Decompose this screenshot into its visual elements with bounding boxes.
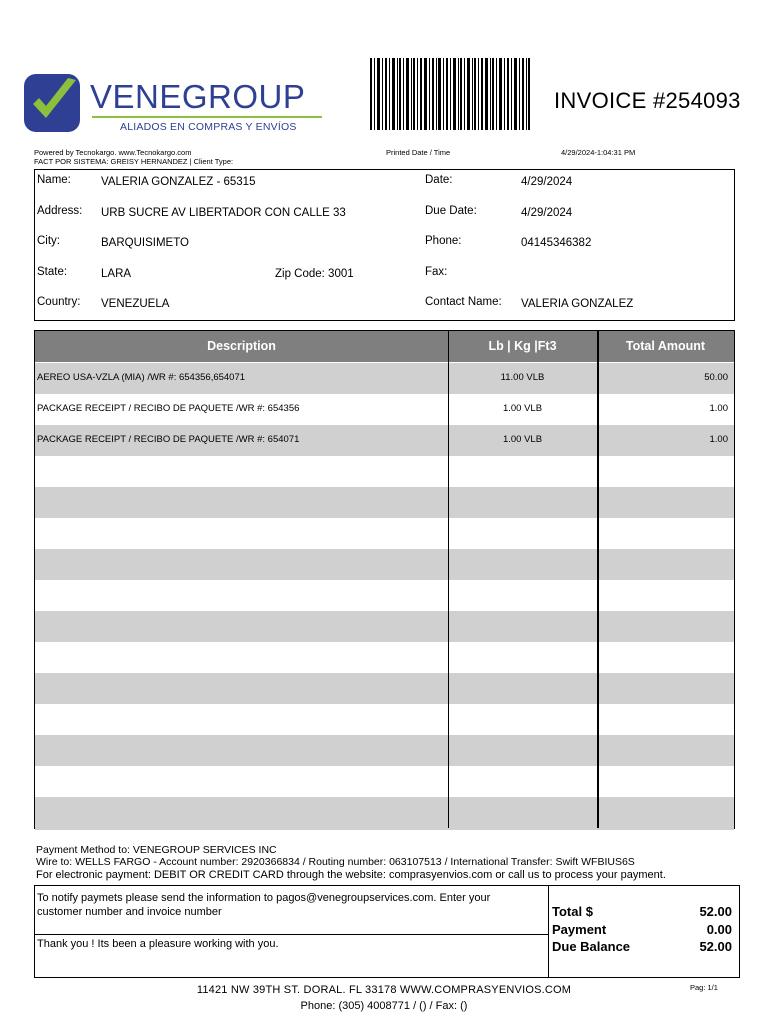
phone-value: 04145346382 [521,237,592,249]
notes-divider [35,934,549,935]
due-date-label: Due Date: [425,205,477,217]
client-info-box [34,169,735,321]
date-value: 4/29/2024 [521,176,573,188]
phone-label: Phone: [425,235,462,247]
state-row [35,266,734,296]
total-value: 52.00 [699,904,732,919]
fax-label: Fax: [425,266,448,278]
header-description: Description [207,339,276,353]
header-weight: Lb | Kg |Ft3 [488,339,557,353]
table-row [35,425,734,456]
country-row [35,296,734,326]
date-label: Date: [425,174,453,186]
state-label: State: [37,266,68,278]
empty-row [35,673,734,704]
empty-row [35,766,734,797]
payment-label: Payment [552,921,607,937]
due-row [552,939,732,957]
table-header [35,331,734,362]
empty-row [35,642,734,673]
due-value: 52.00 [699,939,732,954]
empty-row [35,580,734,611]
column-divider [448,331,449,828]
notify-text: To notify paymets please send the information to pagos@venegroupservices.com. Enter your customer number and invoice number [37,892,491,918]
row-description: PACKAGE RECEIPT / RECIBO DE PAQUETE /WR #: 654356 [37,403,300,414]
empty-row [35,797,734,830]
page-number: Pag: 1/1 [690,983,718,992]
table-row [35,363,734,394]
wire-info: Wire to: WELLS FARGO - Account number: 2920366834 / Routing number: 063107513 / International Transfer: Swift WFBIUS6S [36,856,635,868]
notes-area [35,886,549,977]
summary-box [34,885,740,978]
city-label: City: [37,235,60,247]
payment-value: 0.00 [706,921,732,937]
address-row [35,205,734,235]
empty-row [35,456,734,487]
brand-underline [92,116,322,118]
empty-row [35,518,734,549]
brand-tagline: ALIADOS EN COMPRAS Y ENVÍOS [120,121,297,133]
totals-panel [552,904,732,957]
row-description: AEREO USA-VZLA (MIA) /WR #: 654356,654071 [37,372,246,383]
due-label: Due Balance [552,939,631,954]
table-body [35,363,734,830]
name-value: VALERIA GONZALEZ - 65315 [101,176,256,188]
empty-row [35,704,734,735]
thanks-text: Thank you ! Its been a pleasure working with you. [37,938,279,950]
row-weight: 11.00 VLB [500,372,545,383]
row-weight: 1.00 VLB [502,403,543,414]
empty-row [35,487,734,518]
column-divider [597,331,599,828]
name-label: Name: [37,174,71,186]
footer-contact: Phone: (305) 4008771 / () / Fax: () [300,1000,468,1012]
due-date-value: 4/29/2024 [521,207,573,219]
payment-method: Payment Method to: VENEGROUP SERVICES INC [36,844,277,856]
zip-code: Zip Code: 3001 [275,268,354,280]
table-row [35,394,734,425]
row-total: 1.00 [709,434,728,445]
company-logo [24,74,326,136]
country-value: VENEZUELA [101,298,170,310]
barcode-icon [370,58,530,130]
name-row [35,174,734,204]
state-value: LARA [101,268,132,280]
electronic-payment: For electronic payment: DEBIT OR CREDIT CARD through the website: comprasyenvios.com or call us to process your payment. [36,869,666,881]
invoice-title: INVOICE #254093 [554,88,741,113]
payment-row [552,922,732,940]
row-total: 1.00 [709,403,728,414]
printed-value: 4/29/2024-1:04:31 PM [561,148,636,157]
empty-row [35,549,734,580]
fact-line: FACT POR SISTEMA: GREISY HERNANDEZ | Client Type: [34,157,234,166]
printed-label: Printed Date / Time [386,148,451,157]
country-label: Country: [37,296,81,308]
row-total: 50.00 [704,372,728,383]
brand-name: VENEGROUP [90,78,306,115]
checkmark-logo-icon [24,74,80,132]
address-value: URB SUCRE AV LIBERTADOR CON CALLE 33 [101,207,346,219]
contact-label: Contact Name: [425,296,502,308]
total-row [552,904,732,922]
powered-by: Powered by Tecnokargo. www.Tecnokargo.com [34,148,192,157]
total-label: Total $ [552,904,593,919]
items-table [34,330,735,829]
city-value: BARQUISIMETO [101,237,189,249]
empty-row [35,611,734,642]
footer-address: 11421 NW 39TH ST. DORAL. FL 33178 WWW.COMPRASYENVIOS.COM [196,984,572,996]
empty-row [35,735,734,766]
header-total: Total Amount [625,339,706,353]
row-weight: 1.00 VLB [502,434,543,445]
row-description: PACKAGE RECEIPT / RECIBO DE PAQUETE /WR #: 654071 [37,434,300,445]
contact-value: VALERIA GONZALEZ [521,298,634,310]
address-label: Address: [37,205,83,217]
city-row [35,235,734,265]
